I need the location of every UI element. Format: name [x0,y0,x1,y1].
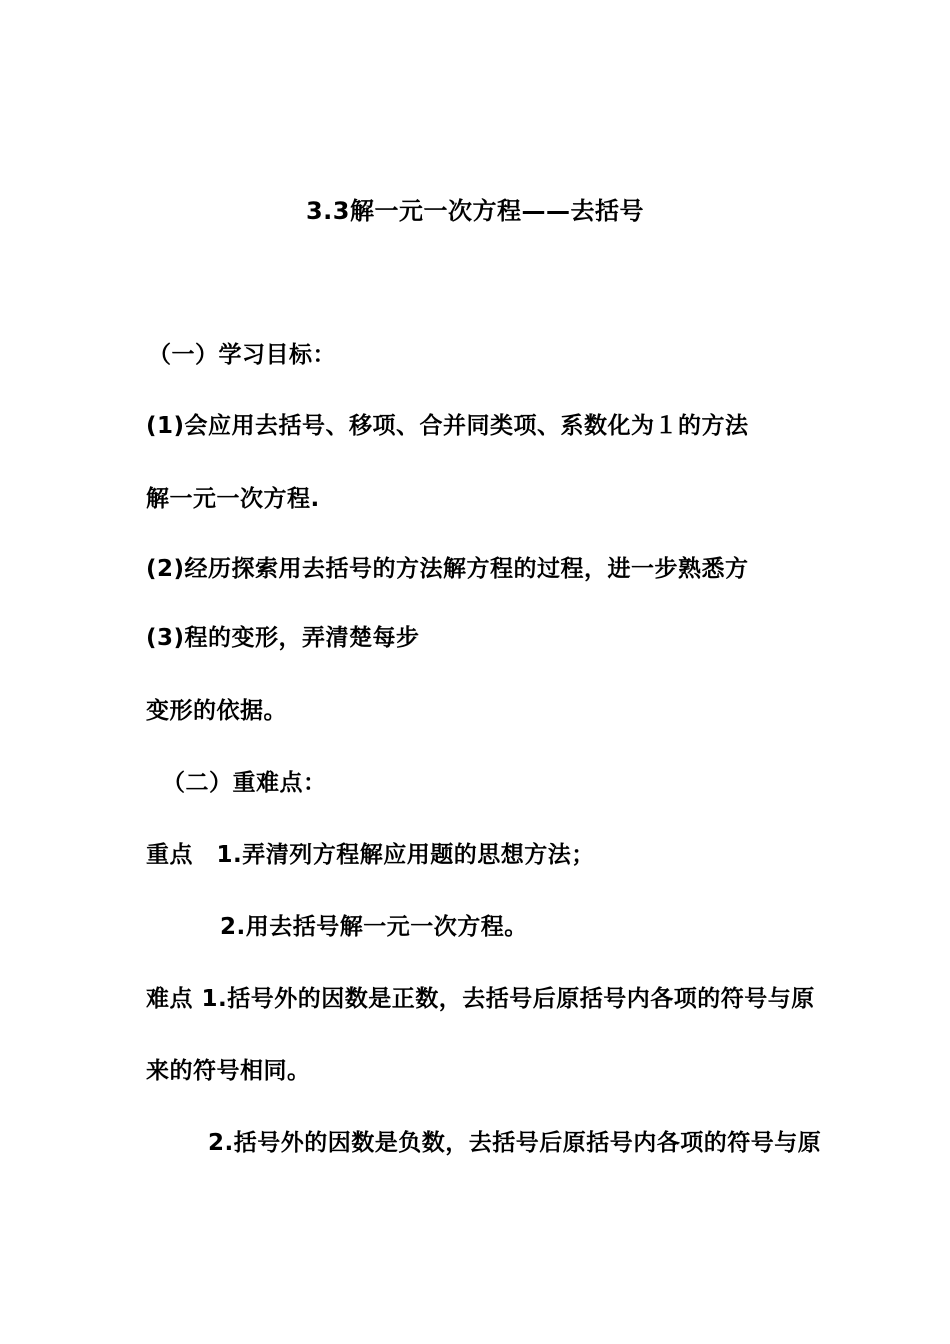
difficulty-2-line-1: 2.括号外的因数是负数，去括号后原括号内各项的符号与原 [208,1130,822,1156]
section-heading-key-points: （二）重难点： [162,770,327,796]
objective-2-line: (2)经历探索用去括号的方法解方程的过程，进一步熟悉方 [146,556,749,582]
key-point-1: 重点 1.弄清列方程解应用题的思想方法； [146,842,595,868]
key-point-2: 2.用去括号解一元一次方程。 [220,914,528,940]
objective-3-line: (3)程的变形，弄清楚每步 [146,625,420,651]
objective-3-continuation: 变形的依据。 [146,698,287,724]
difficulty-1-line-2: 来的符号相同。 [146,1058,311,1084]
objective-1-line-2: 解一元一次方程. [146,486,320,512]
objective-1-line-1: (1)会应用去括号、移项、合并同类项、系数化为１的方法 [146,413,749,439]
section-heading-objectives: （一）学习目标： [148,342,336,368]
difficulty-1-line-1: 难点 1.括号外的因数是正数，去括号后原括号内各项的符号与原 [146,986,815,1012]
document-title: 3.3解一元一次方程——去括号 [305,197,644,225]
